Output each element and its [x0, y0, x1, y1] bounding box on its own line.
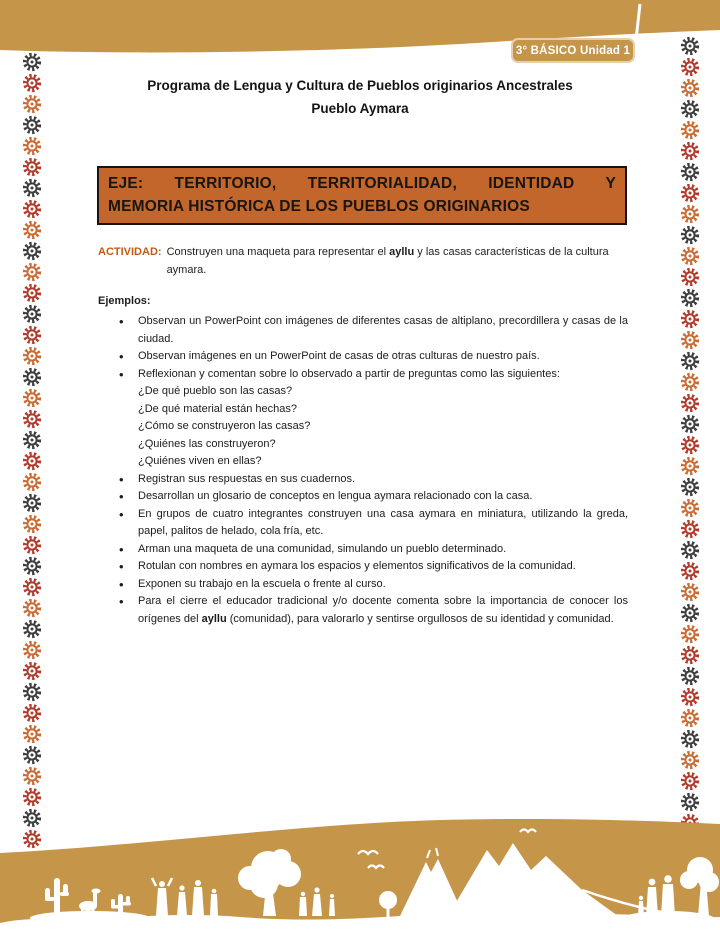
ornament-medallion-icon [680, 519, 700, 539]
list-item: • Rotulan con nombres en aymara los espacios y elementos significativos de la comunidad. [98, 558, 628, 576]
document-title [0, 74, 720, 120]
ornament-medallion-icon [22, 367, 42, 387]
ornament-medallion-icon [22, 619, 42, 639]
list-item: • En grupos de cuatro integrantes construyen una casa aymara en miniatura, utilizando la greda, papel, palitos de helado, cola fría, etc. [98, 506, 628, 541]
ornament-medallion-icon [22, 157, 42, 177]
ornament-medallion-icon [680, 36, 700, 56]
ornament-medallion-icon [680, 435, 700, 455]
ornament-medallion-icon [22, 703, 42, 723]
list-item: • Arman una maqueta de una comunidad, simulando un pueblo determinado. [98, 541, 628, 559]
eje-banner-line-1: EJE: TERRITORIO, TERRITORIALIDAD, IDENTIDAD Y [108, 175, 616, 192]
ornament-medallion-icon [680, 99, 700, 119]
left-ornament-border [22, 52, 42, 849]
ornament-medallion-icon [22, 304, 42, 324]
ornament-medallion-icon [22, 451, 42, 471]
ornament-medallion-icon [22, 346, 42, 366]
ornament-medallion-icon [22, 598, 42, 618]
ornament-medallion-icon [680, 141, 700, 161]
ornament-medallion-icon [22, 73, 42, 93]
ornament-medallion-icon [22, 409, 42, 429]
ornament-medallion-icon [680, 120, 700, 140]
ornament-medallion-icon [22, 220, 42, 240]
ornament-medallion-icon [680, 183, 700, 203]
ornament-medallion-icon [680, 708, 700, 728]
footer-landscape [0, 810, 720, 932]
ornament-medallion-icon [22, 178, 42, 198]
ornament-medallion-icon [680, 666, 700, 686]
activity-list [98, 313, 628, 628]
ornament-medallion-icon [680, 498, 700, 518]
ornament-medallion-icon [680, 162, 700, 182]
ornament-medallion-icon [680, 267, 700, 287]
question-line: ¿Quiénes las construyeron? [138, 437, 276, 450]
ornament-medallion-icon [22, 640, 42, 660]
list-item: • Observan imágenes en un PowerPoint de casas de otras culturas de nuestro país. [98, 348, 628, 366]
ornament-medallion-icon [22, 94, 42, 114]
ornament-medallion-icon [680, 645, 700, 665]
question-line: ¿De qué material están hechas? [138, 402, 297, 415]
ornament-medallion-icon [680, 204, 700, 224]
ornament-medallion-icon [680, 729, 700, 749]
title-line-2: Pueblo Aymara [311, 101, 409, 116]
ornament-medallion-icon [22, 430, 42, 450]
ornament-medallion-icon [22, 787, 42, 807]
ornament-medallion-icon [680, 792, 700, 812]
ornament-medallion-icon [680, 57, 700, 77]
ornament-medallion-icon [22, 241, 42, 261]
list-item: • Para el cierre el educador tradicional y/o docente comenta sobre la importancia de conocer los orígenes del ayllu (comunidad), para valorarlo y sentirse orgullosos de su identidad y comunidad. [98, 593, 628, 628]
ornament-medallion-icon [680, 771, 700, 791]
activity-text: Construyen una maqueta para representar el ayllu y las casas características de la cultura aymara. [166, 246, 609, 276]
ornament-medallion-icon [680, 750, 700, 770]
ornament-medallion-icon [22, 556, 42, 576]
ornament-medallion-icon [22, 115, 42, 135]
ornament-medallion-icon [680, 561, 700, 581]
examples-heading: Ejemplos: [98, 295, 151, 307]
ornament-medallion-icon [22, 472, 42, 492]
question-line: ¿Quiénes viven en ellas? [138, 455, 262, 467]
ornament-medallion-icon [22, 514, 42, 534]
unit-badge-label: 3° BÁSICO Unidad 1 [515, 44, 631, 57]
activity-paragraph [98, 243, 628, 279]
ornament-medallion-icon [680, 351, 700, 371]
list-item: • Exponen su trabajo en la escuela o frente al curso. [98, 576, 628, 594]
right-ornament-border [680, 36, 700, 875]
ornament-medallion-icon [22, 535, 42, 555]
ornament-medallion-icon [22, 493, 42, 513]
ornament-medallion-icon [22, 577, 42, 597]
ornament-medallion-icon [680, 309, 700, 329]
ornament-medallion-icon [680, 225, 700, 245]
ornament-medallion-icon [22, 283, 42, 303]
ornament-medallion-icon [22, 388, 42, 408]
question-line: ¿De qué pueblo son las casas? [138, 385, 293, 397]
ornament-medallion-icon [22, 682, 42, 702]
ornament-medallion-icon [680, 78, 700, 98]
ornament-medallion-icon [22, 724, 42, 744]
ornament-medallion-icon [22, 661, 42, 681]
ornament-medallion-icon [22, 262, 42, 282]
ornament-medallion-icon [680, 477, 700, 497]
ornament-medallion-icon [680, 603, 700, 623]
list-item: • Registran sus respuestas en sus cuadernos. [98, 471, 628, 489]
ornament-medallion-icon [680, 540, 700, 560]
ornament-medallion-icon [680, 456, 700, 476]
list-item: • Reflexionan y comentan sobre lo observado a partir de preguntas como las siguientes: ¿De qué pueblo son las casas? ¿De qué material están hechas? ¿Cómo se construyeron las casas? ¿Quiénes las construyeron? ¿Quiénes viven en ellas? [98, 366, 628, 471]
ornament-medallion-icon [680, 288, 700, 308]
ornament-medallion-icon [680, 246, 700, 266]
ornament-medallion-icon [680, 393, 700, 413]
list-item: • Desarrollan un glosario de conceptos en lengua aymara relacionado con la casa. [98, 488, 628, 506]
ornament-medallion-icon [22, 52, 42, 72]
activity-label: ACTIVIDAD: [98, 246, 162, 258]
ornament-medallion-icon [22, 745, 42, 765]
eje-banner-line-2: MEMORIA HISTÓRICA DE LOS PUEBLOS ORIGINARIOS [108, 198, 530, 215]
ornament-medallion-icon [680, 624, 700, 644]
unit-badge [511, 38, 635, 63]
ornament-medallion-icon [680, 414, 700, 434]
list-item: • Observan un PowerPoint con imágenes de diferentes casas de altiplano, precordillera y casas de la ciudad. [98, 313, 628, 348]
ornament-medallion-icon [22, 766, 42, 786]
ornament-medallion-icon [22, 199, 42, 219]
eje-banner [97, 166, 627, 225]
ornament-medallion-icon [22, 136, 42, 156]
ornament-medallion-icon [680, 372, 700, 392]
ornament-medallion-icon [680, 687, 700, 707]
ornament-medallion-icon [680, 330, 700, 350]
question-line: ¿Cómo se construyeron las casas? [138, 420, 311, 432]
ornament-medallion-icon [22, 325, 42, 345]
ornament-medallion-icon [680, 582, 700, 602]
title-line-1: Programa de Lengua y Cultura de Pueblos originarios Ancestrales [147, 78, 573, 93]
